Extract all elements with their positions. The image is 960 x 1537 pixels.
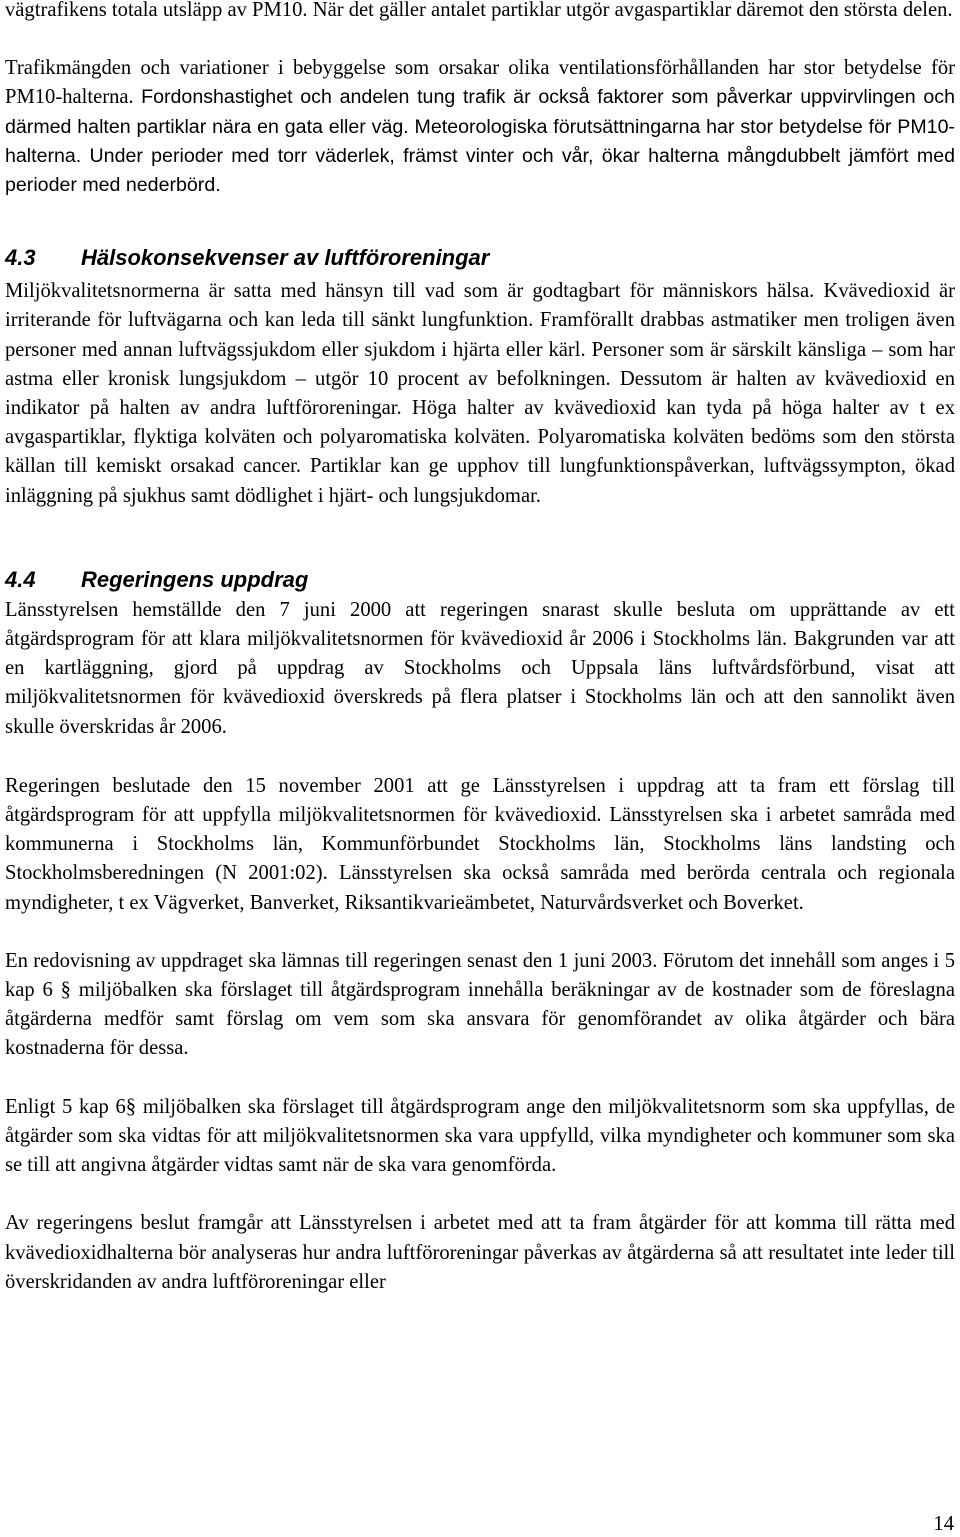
section-heading-4-3 [5,243,955,273]
section-4-4-paragraph-4: Enligt 5 kap 6§ miljöbalken ska förslaget till åtgärdsprogram ange den miljökvalitetsnorm som ska uppfyllas, de åtgärder som ska vidtas för att miljökvalitetsnormen ska vara uppfylld, vilka myndigheter och kommuner som ska se till att angivna åtgärder vidtas samt när de ska vara genomförda. [5,1095,955,1177]
section-4-4-paragraph-3: En redovisning av uppdraget ska lämnas till regeringen senast den 1 juni 2003. Förutom det innehåll som anges i 5 kap 6 § miljöbalken ska förslaget till åtgärdsprogram innehålla beräkningar av de kostnader som de föreslagna åtgärderna medför samt förslag om vem som ska ansvara för genomförandet av olika åtgärder och bära kostnaderna för dessa. [5,949,955,1060]
section-heading-4-4 [5,565,955,595]
intro-paragraph-2-serif: Trafikmängden och variationer i bebyggelse som orsakar olika ventilationsförhållanden har stor betydelse för PM10-halterna. [5,57,955,109]
section-4-3-paragraph: Miljökvalitetsnormerna är satta med hänsyn till vad som är godtagbart för människors hälsa. Kvävedioxid är irriterande för luftvägarna och kan leda till sänkt lungfunktion. Framförallt drabbas astmatiker men troligen även personer med annan luftvägssjukdom eller sjukdom i hjärta eller kärl. Personer som är särskilt känsliga – som har astma eller kronisk lungsjukdom – utgör 10 procent av befolkningen. Dessutom är halten av kvävedioxid en indikator på halten av andra luftföroreningar. Höga halter av kvävedioxid kan tyda på höga halter av t ex avgaspartiklar, flyktiga kolväten och polyaromatiska kolväten. Polyaromatiska kolväten bedöms som den största källan till kemiskt orsakad cancer. Partiklar kan ge upphov till lungfunktionspåverkan, luftvägssympton, ökad inläggning på sjukhus samt dödlighet i hjärt- och lungsjukdomar. [5,280,955,507]
section-title: Regeringens uppdrag [81,566,309,592]
intro-paragraph-2 [5,54,955,200]
section-title: Hälsokonsekvenser av luftföroreningar [81,245,490,271]
section-number: 4.3 [5,245,36,271]
section-4-4-paragraph-1: Länsstyrelsen hemställde den 7 juni 2000 att regeringen snarast skulle besluta om upprättande av ett åtgärdsprogram för att klara miljökvalitetsnormen för kvävedioxid år 2006 i Stockholms län. Bakgrunden var att en kartläggning, gjord på uppdrag av Stockholms och Uppsala läns luftvårdsförbund, visat att miljökvalitetsnormen för kvävedioxid överskreds på flera platser i Stockholms län och att den sannolikt även skulle överskridas år 2006. [5,598,955,738]
section-number: 4.4 [5,566,36,592]
page-number: 14 [933,1513,954,1535]
document-page [5,0,955,1297]
section-4-4-paragraph-2: Regeringen beslutade den 15 november 2001 att ge Länsstyrelsen i uppdrag att ta fram ett förslag till åtgärdsprogram för att uppfylla miljökvalitetsnormen för kvävedioxid. Länsstyrelsen ska i arbetet samråda med kommunerna i Stockholms län, Kommunförbundet Stockholms län, Stockholms läns landsting och Stockholmsberedningen (N 2001:02). Länsstyrelsen ska också samråda med berörda centrala och regionala myndigheter, t ex Vägverket, Banverket, Riksantikvarieämbetet, Naturvårdsverket och Boverket. [5,774,955,914]
section-4-4-paragraph-5: Av regeringens beslut framgår att Länsstyrelsen i arbetet med att ta fram åtgärder för att komma till rätta med kvävedioxidhalterna bör analyseras hur andra luftföroreningar påverkas av åtgärderna så att resultatet inte leder till överskridanden av andra luftföroreningar eller [5,1212,955,1293]
intro-paragraph-2-sans: Fordonshastighet och andelen tung trafik är också faktorer som påverkar uppvirvlingen och därmed halten partiklar nära en gata eller väg. Meteorologiska förutsättningarna har stor betydelse för PM10-halterna. Under perioder med torr väderlek, främst vinter och vår, ökar halterna mångdubbelt jämfört med perioder med nederbörd. [5,86,955,197]
intro-paragraph-1: vägtrafikens totala utsläpp av PM10. När det gäller antalet partiklar utgör avgaspartiklar däremot den största delen. [5,0,953,21]
